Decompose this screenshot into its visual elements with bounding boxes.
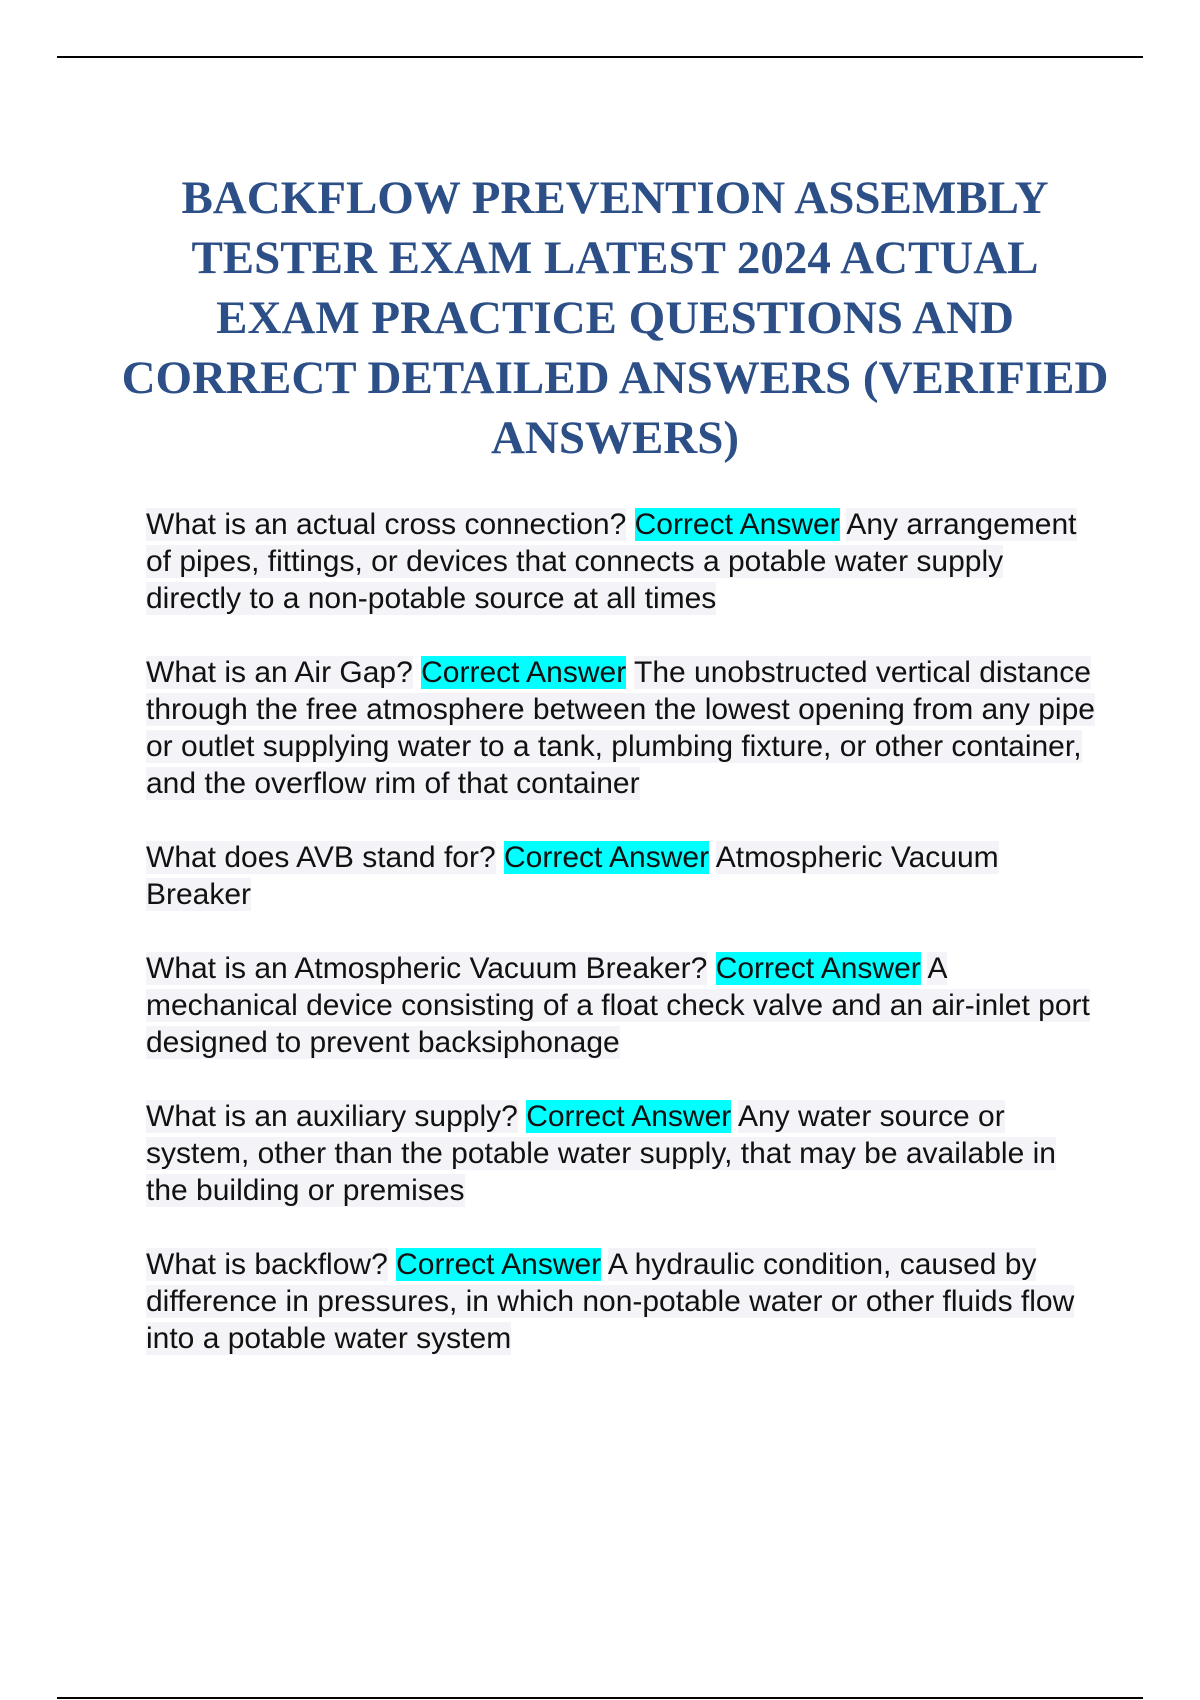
qa-item <box>146 1098 1096 1209</box>
question-text: What is an auxiliary supply? <box>146 1100 518 1133</box>
correct-answer-label: Correct Answer <box>504 841 710 874</box>
qa-item <box>146 839 1096 913</box>
qa-item <box>146 654 1096 802</box>
correct-answer-label: Correct Answer <box>715 952 921 985</box>
answer-text: Any water source or system, other than the potable water supply, that may be available in the building or premises <box>146 1100 1056 1207</box>
top-divider <box>57 56 1143 58</box>
qa-item <box>146 1246 1096 1357</box>
correct-answer-label: Correct Answer <box>526 1100 732 1133</box>
answer-text: The unobstructed vertical distance through the free atmosphere between the lowest opening from any pipe or outlet supplying water to a tank, plumbing fixture, or other container, and the overflow rim of that container <box>146 656 1095 800</box>
document-title: BACKFLOW PREVENTION ASSEMBLY TESTER EXAM LATEST 2024 ACTUAL EXAM PRACTICE QUESTIONS AND CORRECT DETAILED ANSWERS (VERIFIED ANSWERS) <box>121 172 1109 464</box>
correct-answer-label: Correct Answer <box>634 508 840 541</box>
question-text: What is an actual cross connection? <box>146 508 627 541</box>
question-text: What is an Air Gap? <box>146 656 413 689</box>
answer-text: Atmospheric Vacuum Breaker <box>146 841 999 911</box>
correct-answer-label: Correct Answer <box>396 1248 602 1281</box>
question-text: What is an Atmospheric Vacuum Breaker? <box>146 952 708 985</box>
answer-text: A mechanical device consisting of a float check valve and an air-inlet port designed to prevent backsiphonage <box>146 952 1090 1059</box>
question-text: What does AVB stand for? <box>146 841 496 874</box>
qa-item <box>146 950 1096 1061</box>
answer-text: A hydraulic condition, caused by difference in pressures, in which non-potable water or other fluids flow into a potable water system <box>146 1248 1075 1355</box>
answer-text: Any arrangement of pipes, fittings, or devices that connects a potable water supply directly to a non-potable source at all times <box>146 508 1077 615</box>
bottom-divider <box>57 1697 1143 1699</box>
qa-item <box>146 506 1096 617</box>
qa-list <box>146 506 1096 1394</box>
correct-answer-label: Correct Answer <box>421 656 627 689</box>
question-text: What is backflow? <box>146 1248 388 1281</box>
